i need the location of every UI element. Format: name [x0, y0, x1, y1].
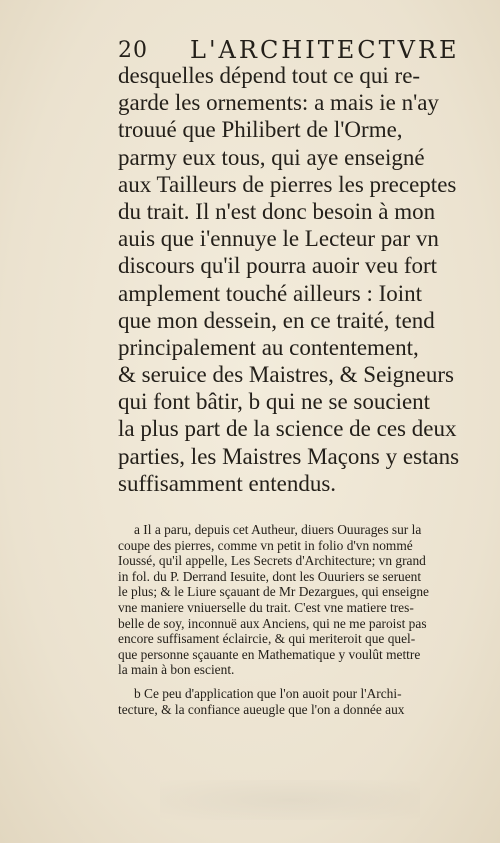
footnote-a-line: la main à bon escient. — [118, 662, 235, 678]
footnote-a-line: coupe des pierres, comme vn petit in folio d'vn nommé — [118, 537, 413, 553]
footnote-a-line: in fol. du P. Derrand Iesuite, dont les Ouuriers se seruent — [118, 568, 422, 584]
footnote-a-line: le plus; & le Liure sçauant de Mr Dezargues, qui enseigne — [118, 584, 429, 600]
body-text — [118, 62, 480, 497]
body-line: discours qu'il pourra auoir veu fort — [118, 253, 438, 279]
page-header — [118, 34, 480, 64]
footnote-b-line: tecture, & la confiance aueugle que l'on a donnée aux — [118, 701, 405, 717]
page-number: 20 — [118, 38, 148, 63]
body-line: auis que i'ennuye le Lecteur par vn — [118, 226, 439, 252]
body-line: aux Tailleurs de pierres les preceptes — [118, 171, 457, 197]
body-line: que mon dessein, en ce traité, tend — [118, 307, 435, 333]
body-line: desquelles dépend tout ce qui re- — [118, 63, 421, 88]
body-line: parmy eux tous, qui aye enseigné — [118, 144, 425, 170]
body-line: la plus part de la science de ces deux — [118, 416, 457, 442]
footnote-a-line: encore suffisament éclaircie, & qui meriteroit que quel- — [118, 631, 416, 647]
body-line: amplement touché ailleurs : Ioint — [118, 280, 423, 306]
body-line: & seruice des Maistres, & Seigneurs — [118, 362, 454, 388]
footnote-a-line: vne maniere vniuerselle du trait. C'est vne matiere tres- — [118, 599, 414, 615]
body-line: parties, les Maistres Maçons y estans — [118, 443, 460, 469]
footnote-a-line: Ioussé, qu'il appelle, Les Secrets d'Architecture; vn grand — [118, 553, 426, 569]
footnotes — [118, 522, 480, 717]
body-line: qui font bâtir, b qui ne se soucient — [118, 389, 431, 415]
footnote-a-line: belle de soy, inconnuë aux Anciens, qui ne me paroist pas — [118, 615, 427, 631]
body-line: trouué que Philibert de l'Orme, — [118, 117, 403, 143]
running-head: L'ARCHITECTVRE — [190, 36, 460, 64]
body-line: suffisamment entendus. — [118, 470, 337, 496]
footnote-a-line: a Il a paru, depuis cet Autheur, diuers Ouurages sur la — [134, 522, 422, 537]
body-line: du trait. Il n'est donc besoin à mon — [118, 198, 436, 224]
footnote-a-line: que personne sçauante en Mathematique y voulût mettre — [118, 646, 421, 662]
paper-stain — [160, 780, 420, 820]
body-line: principalement au contentement, — [118, 334, 419, 360]
footnote-b-line: b Ce peu d'application que l'on auoit pour l'Archi- — [134, 685, 402, 701]
body-line: garde les ornements: a mais ie n'ay — [118, 90, 439, 116]
footnote-separator — [118, 678, 480, 686]
